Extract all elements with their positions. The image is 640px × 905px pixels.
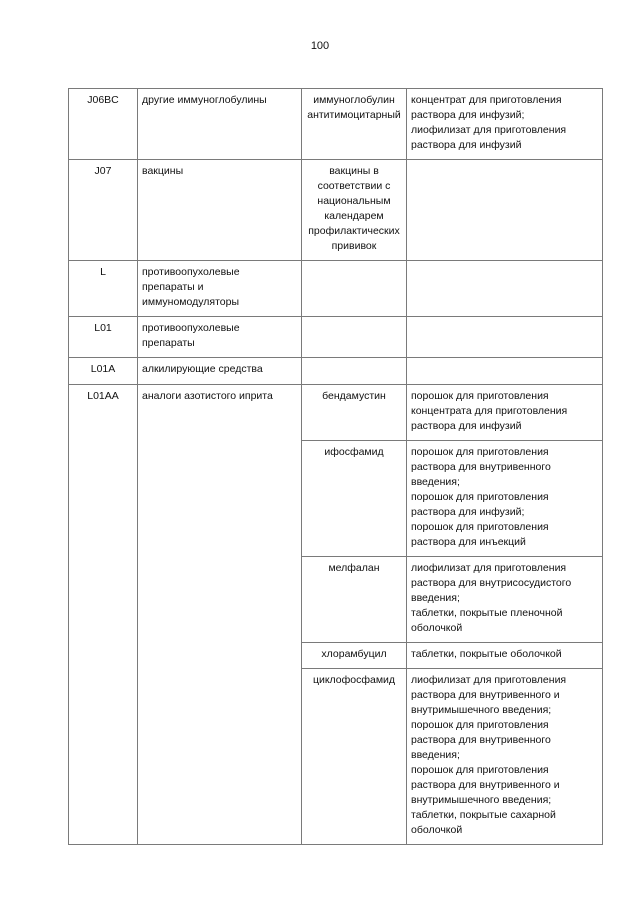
- dosage-form-cell: лиофилизат для приготовления раствора для внутривенного и внутримышечного введения; порошок для приготовления раствора для внутривенного введения; порошок для приготовления раствора для внутривенного и внутримышечного введения; таблетки, покрытые сахарной оболочкой: [407, 669, 603, 845]
- atc-code-cell: L: [69, 261, 138, 317]
- table-row: [69, 261, 603, 317]
- table-row: [69, 317, 603, 358]
- atc-code-cell: L01A: [69, 358, 138, 385]
- drug-name-cell: хлорамбуцил: [302, 643, 407, 669]
- drug-name-cell: [302, 317, 407, 358]
- atc-code-cell: L01: [69, 317, 138, 358]
- drug-name-cell: иммуноглобулин антитимоцитарный: [302, 89, 407, 160]
- atc-code-cell: J06BC: [69, 89, 138, 160]
- atc-group-cell: вакцины: [138, 160, 302, 261]
- dosage-form-cell: [407, 358, 603, 385]
- atc-group-cell: другие иммуноглобулины: [138, 89, 302, 160]
- drug-name-cell: вакцины в соответствии с национальным календарем профилактических прививок: [302, 160, 407, 261]
- table-row: [69, 160, 603, 261]
- dosage-form-cell: [407, 160, 603, 261]
- dosage-form-cell: [407, 261, 603, 317]
- dosage-form-cell: порошок для приготовления концентрата для приготовления раствора для инфузий: [407, 385, 603, 441]
- page-number: 100: [310, 40, 330, 52]
- table-row: [69, 89, 603, 160]
- atc-code-cell: J07: [69, 160, 138, 261]
- drug-name-cell: циклофосфамид: [302, 669, 407, 845]
- drug-table: [68, 88, 603, 845]
- drug-name-cell: бендамустин: [302, 385, 407, 441]
- dosage-form-cell: таблетки, покрытые оболочкой: [407, 643, 603, 669]
- table-row: [69, 385, 603, 441]
- drug-name-cell: мелфалан: [302, 557, 407, 643]
- dosage-form-cell: лиофилизат для приготовления раствора для внутрисосудистого введения; таблетки, покрытые пленочной оболочкой: [407, 557, 603, 643]
- dosage-form-cell: концентрат для приготовления раствора для инфузий; лиофилизат для приготовления раствора для инфузий: [407, 89, 603, 160]
- drug-name-cell: ифосфамид: [302, 441, 407, 557]
- atc-group-cell: алкилирующие средства: [138, 358, 302, 385]
- dosage-form-cell: порошок для приготовления раствора для внутривенного введения; порошок для приготовления раствора для инфузий; порошок для приготовления раствора для инъекций: [407, 441, 603, 557]
- atc-group-cell: противоопухолевые препараты и иммуномодуляторы: [138, 261, 302, 317]
- atc-group-cell: аналоги азотистого иприта: [138, 385, 302, 845]
- atc-group-cell: противоопухолевые препараты: [138, 317, 302, 358]
- table-row: [69, 358, 603, 385]
- dosage-form-cell: [407, 317, 603, 358]
- drug-name-cell: [302, 261, 407, 317]
- atc-code-cell: L01AA: [69, 385, 138, 845]
- drug-name-cell: [302, 358, 407, 385]
